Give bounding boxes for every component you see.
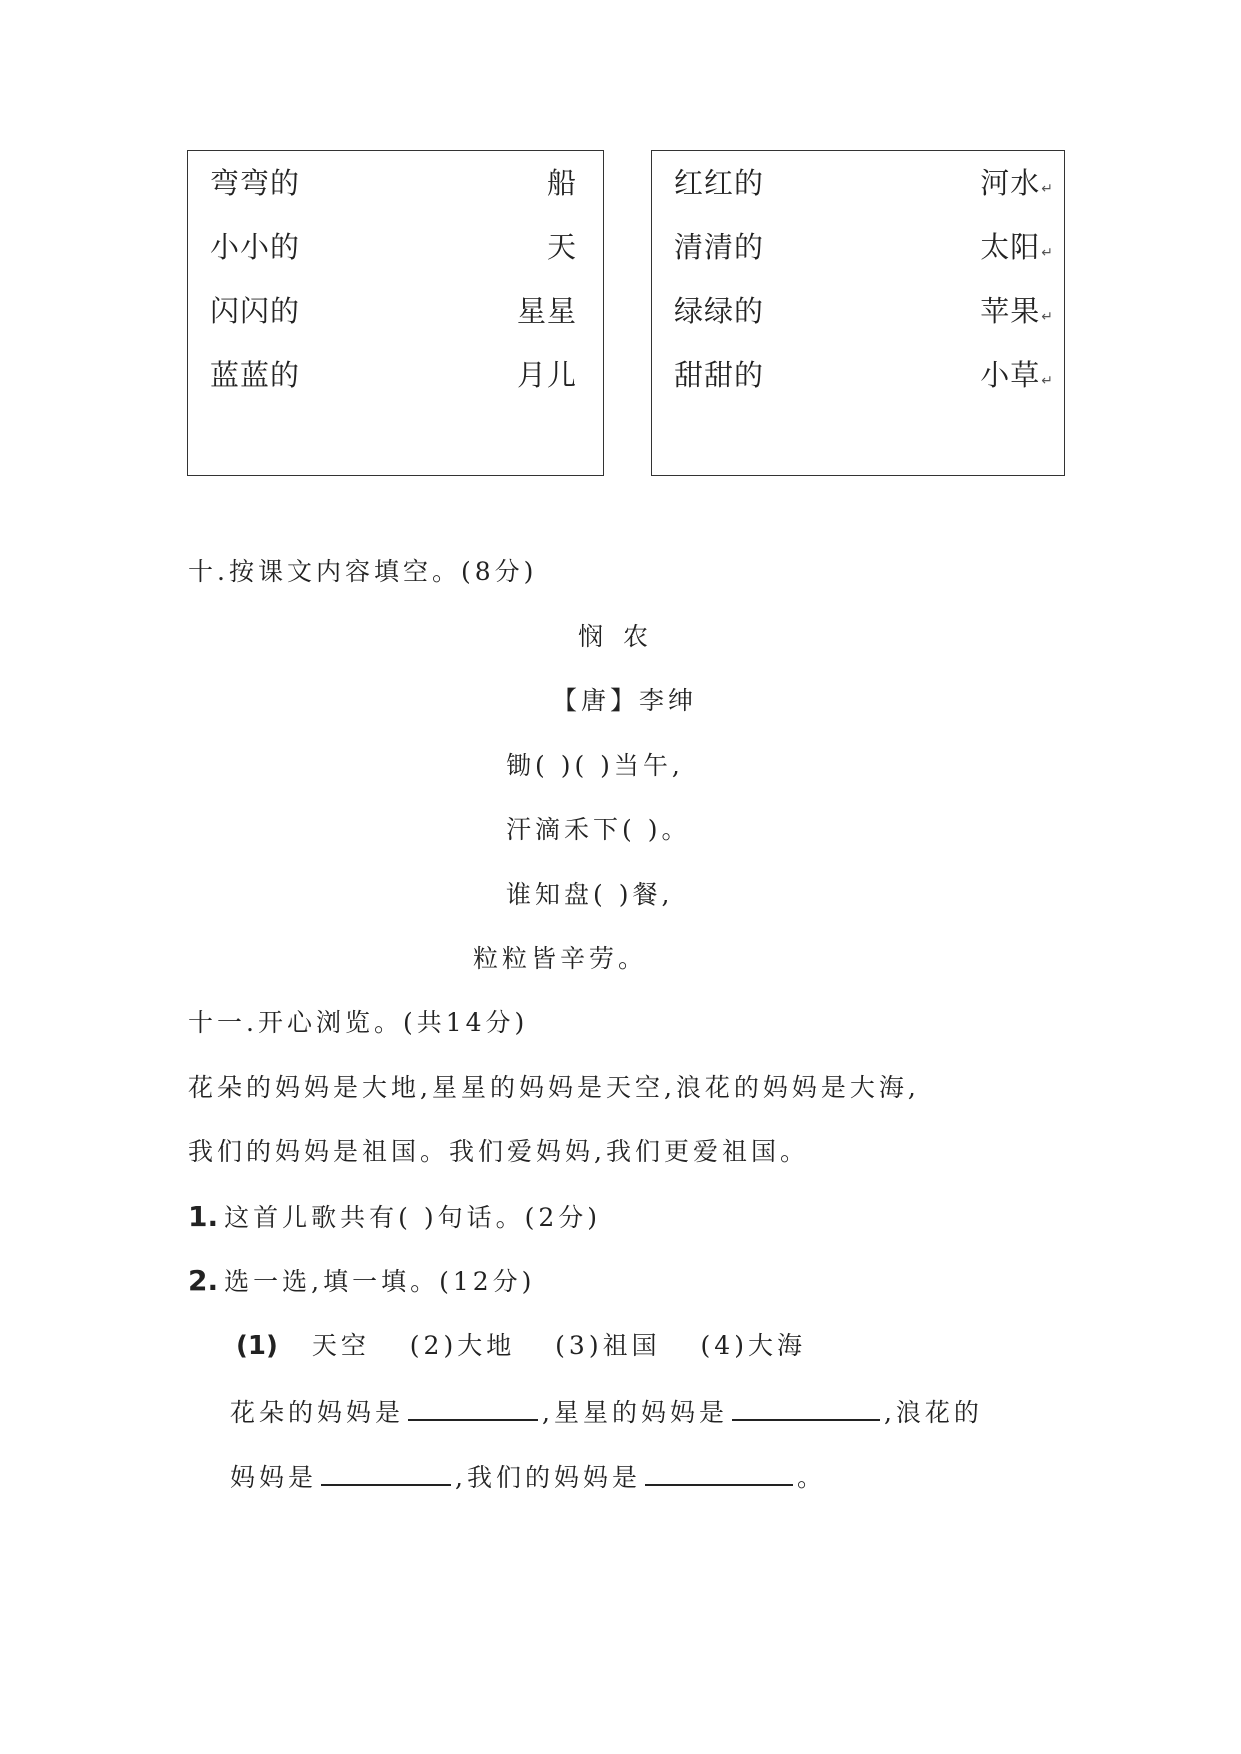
option-1-number: (1) — [236, 1331, 278, 1361]
noun-text: 月儿 — [516, 358, 577, 392]
option-3: (3)祖国 — [555, 1331, 661, 1360]
adjective-text: 甜甜的 — [674, 358, 765, 392]
question-text: 选一选,填一填。(12分) — [224, 1267, 536, 1296]
question-number: 2. — [188, 1264, 219, 1297]
fill-text: ,浪花的 — [883, 1398, 983, 1427]
fill-line-1 — [230, 1393, 983, 1430]
section-10-heading: 十.按课文内容填空。(8分) — [188, 557, 538, 586]
option-row — [236, 1329, 806, 1363]
poem-title: 悯 农 — [578, 622, 654, 651]
noun-text: 天 — [546, 230, 577, 264]
question-2 — [188, 1264, 535, 1299]
question-1 — [188, 1200, 601, 1235]
paragraph-mark-icon: ↵ — [1041, 373, 1054, 389]
match-row — [188, 163, 603, 203]
option-4: (4)大海 — [700, 1331, 806, 1360]
poem-line: 汗滴禾下( )。 — [506, 815, 691, 844]
poem-line: 粒粒皆辛劳。 — [473, 944, 648, 973]
option-2: (2)大地 — [409, 1331, 516, 1360]
noun-text: 河水 — [980, 166, 1041, 200]
paragraph-mark-icon: ↵ — [1041, 181, 1054, 197]
noun-cell — [980, 227, 1054, 273]
answer-blank[interactable] — [645, 1458, 793, 1486]
noun-text: 星星 — [516, 294, 577, 328]
noun-cell — [980, 355, 1054, 401]
section-11-heading: 十一.开心浏览。(共14分) — [188, 1008, 529, 1037]
match-row — [652, 163, 1064, 203]
fill-text: 。 — [796, 1463, 826, 1492]
fill-text: ,星星的妈妈是 — [542, 1398, 728, 1427]
question-number: 1. — [188, 1200, 219, 1233]
match-row — [652, 355, 1064, 395]
adjective-text: 蓝蓝的 — [210, 358, 301, 392]
adjective-text: 弯弯的 — [210, 166, 301, 200]
noun-text: 苹果 — [980, 294, 1041, 328]
match-row — [652, 227, 1064, 267]
paragraph-mark-icon: ↵ — [1041, 309, 1054, 325]
match-row — [652, 291, 1064, 331]
match-row — [188, 355, 603, 395]
noun-cell — [980, 163, 1054, 209]
matching-box-right — [651, 150, 1065, 476]
adjective-text: 闪闪的 — [210, 294, 301, 328]
fill-text: 妈妈是 — [230, 1463, 318, 1492]
matching-box-left — [187, 150, 604, 476]
match-row — [188, 291, 603, 331]
adjective-text: 清清的 — [674, 230, 765, 264]
adjective-text: 红红的 — [674, 166, 765, 200]
fill-text: 花朵的妈妈是 — [230, 1398, 405, 1427]
poem-line: 谁知盘( )餐, — [506, 880, 674, 909]
option-1-text: 天空 — [311, 1331, 370, 1360]
answer-blank[interactable] — [408, 1393, 538, 1421]
passage-line: 花朵的妈妈是大地,星星的妈妈是天空,浪花的妈妈是大海, — [188, 1073, 920, 1102]
adjective-text: 绿绿的 — [674, 294, 765, 328]
fill-text: ,我们的妈妈是 — [455, 1463, 641, 1492]
noun-text: 小草 — [980, 358, 1041, 392]
paragraph-mark-icon: ↵ — [1041, 245, 1054, 261]
poem-author: 【唐】李绅 — [552, 686, 698, 715]
noun-text: 船 — [546, 166, 577, 200]
poem-line: 锄( )( )当午, — [506, 751, 684, 780]
noun-text: 太阳 — [980, 230, 1041, 264]
noun-cell — [980, 291, 1054, 337]
passage-line: 我们的妈妈是祖国。我们爱妈妈,我们更爱祖国。 — [188, 1137, 809, 1166]
answer-blank[interactable] — [321, 1458, 451, 1486]
adjective-text: 小小的 — [210, 230, 301, 264]
question-text: 这首儿歌共有( )句话。(2分) — [224, 1203, 601, 1232]
answer-blank[interactable] — [732, 1393, 880, 1421]
match-row — [188, 227, 603, 267]
fill-line-2 — [230, 1458, 826, 1495]
